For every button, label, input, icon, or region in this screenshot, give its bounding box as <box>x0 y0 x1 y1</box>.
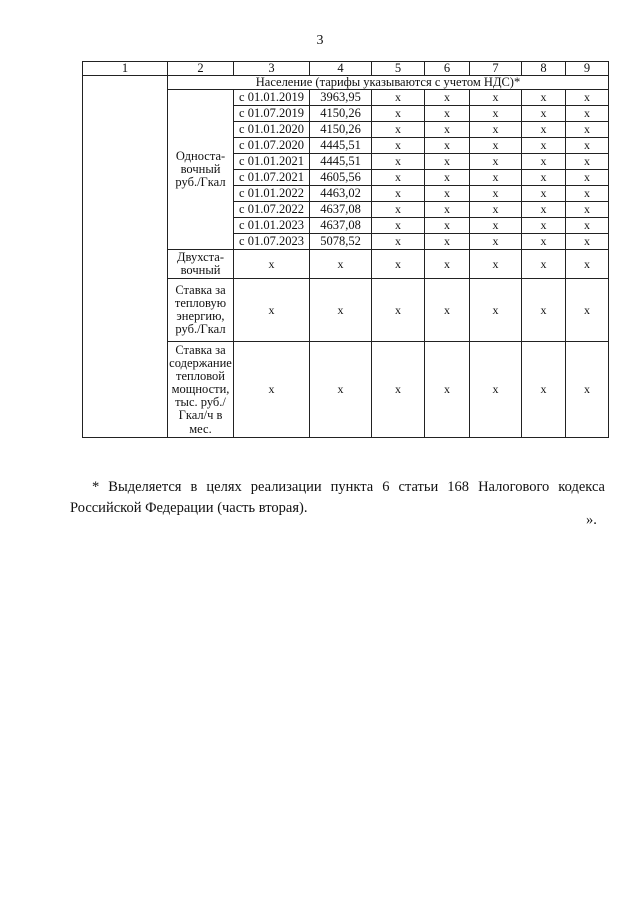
tariff-value: 4445,51 <box>310 138 372 154</box>
period-cell: с 01.07.2021 <box>234 170 310 186</box>
period-cell: с 01.07.2019 <box>234 106 310 122</box>
closing-quote: ». <box>586 512 597 528</box>
x-mark: х <box>566 122 609 138</box>
x-mark: х <box>522 279 566 342</box>
column-number: 4 <box>310 62 372 76</box>
column-number-row <box>83 62 609 76</box>
x-mark: х <box>310 279 372 342</box>
x-mark: х <box>470 170 522 186</box>
x-mark: х <box>425 122 470 138</box>
tariff-value: 5078,52 <box>310 234 372 250</box>
x-mark: х <box>522 170 566 186</box>
x-mark: х <box>566 138 609 154</box>
x-mark: х <box>372 279 425 342</box>
tariff-value: 4150,26 <box>310 106 372 122</box>
x-mark: х <box>372 106 425 122</box>
x-mark: х <box>566 234 609 250</box>
x-mark: х <box>566 279 609 342</box>
tariff-value: 4637,08 <box>310 218 372 234</box>
x-mark: х <box>372 90 425 106</box>
x-mark: х <box>372 170 425 186</box>
vat-footnote: * Выделяется в целях реализации пункта 6 статьи 168 Налогового кодекса Российской Федерации (часть вторая). <box>70 478 605 516</box>
column-number: 3 <box>234 62 310 76</box>
x-mark: х <box>470 154 522 170</box>
section-title: Население (тарифы указываются с учетом НДС)* <box>168 76 609 90</box>
x-mark: х <box>470 234 522 250</box>
x-mark: х <box>470 202 522 218</box>
x-mark: х <box>470 342 522 438</box>
x-mark: х <box>372 154 425 170</box>
x-mark: х <box>425 138 470 154</box>
x-mark: х <box>566 250 609 279</box>
x-mark: х <box>372 342 425 438</box>
x-mark: х <box>425 186 470 202</box>
x-mark: х <box>522 250 566 279</box>
x-mark: х <box>522 202 566 218</box>
period-cell: с 01.07.2022 <box>234 202 310 218</box>
x-mark: х <box>566 106 609 122</box>
x-mark: х <box>310 342 372 438</box>
period-cell: с 01.01.2023 <box>234 218 310 234</box>
x-mark: х <box>425 154 470 170</box>
period-cell: с 01.07.2023 <box>234 234 310 250</box>
two-part-label: Двухста- вочный <box>168 250 234 279</box>
x-mark: х <box>425 218 470 234</box>
tariff-value: 4605,56 <box>310 170 372 186</box>
x-mark: х <box>522 342 566 438</box>
x-mark: х <box>234 342 310 438</box>
x-mark: х <box>470 250 522 279</box>
x-mark: х <box>372 122 425 138</box>
energy-rate-label: Ставка за тепловую энергию, руб./Гкал <box>168 279 234 342</box>
x-mark: х <box>372 186 425 202</box>
x-mark: х <box>234 279 310 342</box>
x-mark: х <box>425 250 470 279</box>
x-mark: х <box>522 154 566 170</box>
x-mark: х <box>566 218 609 234</box>
x-mark: х <box>522 106 566 122</box>
column-number: 6 <box>425 62 470 76</box>
column-number: 9 <box>566 62 609 76</box>
x-mark: х <box>372 218 425 234</box>
x-mark: х <box>522 122 566 138</box>
x-mark: х <box>470 218 522 234</box>
x-mark: х <box>470 122 522 138</box>
period-cell: с 01.01.2019 <box>234 90 310 106</box>
period-cell: с 01.01.2020 <box>234 122 310 138</box>
x-mark: х <box>566 90 609 106</box>
x-mark: х <box>470 138 522 154</box>
x-mark: х <box>425 342 470 438</box>
page-number: 3 <box>316 33 324 48</box>
x-mark: х <box>425 202 470 218</box>
x-mark: х <box>470 90 522 106</box>
x-mark: х <box>425 106 470 122</box>
x-mark: х <box>425 279 470 342</box>
tariff-table <box>82 61 609 438</box>
x-mark: х <box>470 279 522 342</box>
x-mark: х <box>522 234 566 250</box>
x-mark: х <box>372 202 425 218</box>
period-cell: с 01.07.2020 <box>234 138 310 154</box>
x-mark: х <box>522 90 566 106</box>
one-part-label: Односта- вочный руб./Гкал <box>168 90 234 250</box>
x-mark: х <box>470 186 522 202</box>
x-mark: х <box>566 202 609 218</box>
tariff-value: 3963,95 <box>310 90 372 106</box>
empty-category-cell <box>83 76 168 438</box>
period-cell: с 01.01.2021 <box>234 154 310 170</box>
x-mark: х <box>425 234 470 250</box>
x-mark: х <box>522 138 566 154</box>
column-number: 1 <box>83 62 168 76</box>
tariff-value: 4463,02 <box>310 186 372 202</box>
x-mark: х <box>470 106 522 122</box>
period-cell: с 01.01.2022 <box>234 186 310 202</box>
x-mark: х <box>566 342 609 438</box>
column-number: 7 <box>470 62 522 76</box>
x-mark: х <box>566 170 609 186</box>
column-number: 5 <box>372 62 425 76</box>
column-number: 2 <box>168 62 234 76</box>
x-mark: х <box>372 234 425 250</box>
x-mark: х <box>522 218 566 234</box>
tariff-value: 4445,51 <box>310 154 372 170</box>
column-number: 8 <box>522 62 566 76</box>
x-mark: х <box>234 250 310 279</box>
x-mark: х <box>372 138 425 154</box>
tariff-value: 4637,08 <box>310 202 372 218</box>
x-mark: х <box>425 170 470 186</box>
x-mark: х <box>522 186 566 202</box>
power-rate-label: Ставка за содержание тепловой мощности, тыс. руб./ Гкал/ч в мес. <box>168 342 234 438</box>
tariff-value: 4150,26 <box>310 122 372 138</box>
x-mark: х <box>566 154 609 170</box>
x-mark: х <box>425 90 470 106</box>
x-mark: х <box>310 250 372 279</box>
x-mark: х <box>566 186 609 202</box>
x-mark: х <box>372 250 425 279</box>
